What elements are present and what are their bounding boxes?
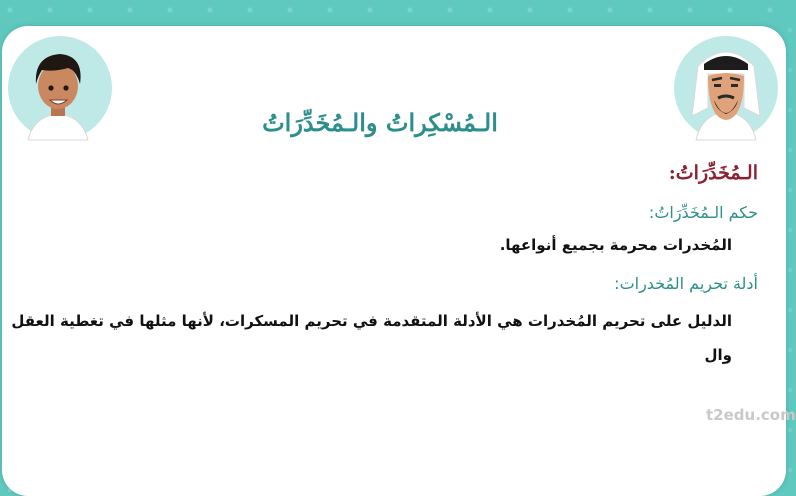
boy-avatar — [8, 36, 112, 140]
man-avatar-icon — [674, 36, 778, 140]
ruling-text: المُخدرات محرمة بجميع أنواعها. — [499, 236, 732, 254]
evidence-text-line-2: وال — [704, 346, 732, 364]
evidence-heading: أدلة تحريم المُخدرات: — [614, 274, 758, 293]
boy-avatar-icon — [8, 36, 112, 140]
man-avatar — [674, 36, 778, 140]
section-heading: الـمُخَدِّرَاتُ: — [668, 162, 758, 184]
evidence-text-line-1: الدليل على تحريم المُخدرات هي الأدلة المتقدمة في تحريم المسكرات، لأنها مثلها في تغطية العقل — [11, 312, 732, 330]
ruling-heading: حكم الـمُخَدِّرَاتُ: — [648, 203, 758, 222]
page-title: الـمُسْكِراتُ والـمُخَدِّرَاتُ — [262, 108, 498, 137]
site-watermark: t2edu.com — [706, 406, 796, 424]
content-card — [2, 26, 786, 496]
